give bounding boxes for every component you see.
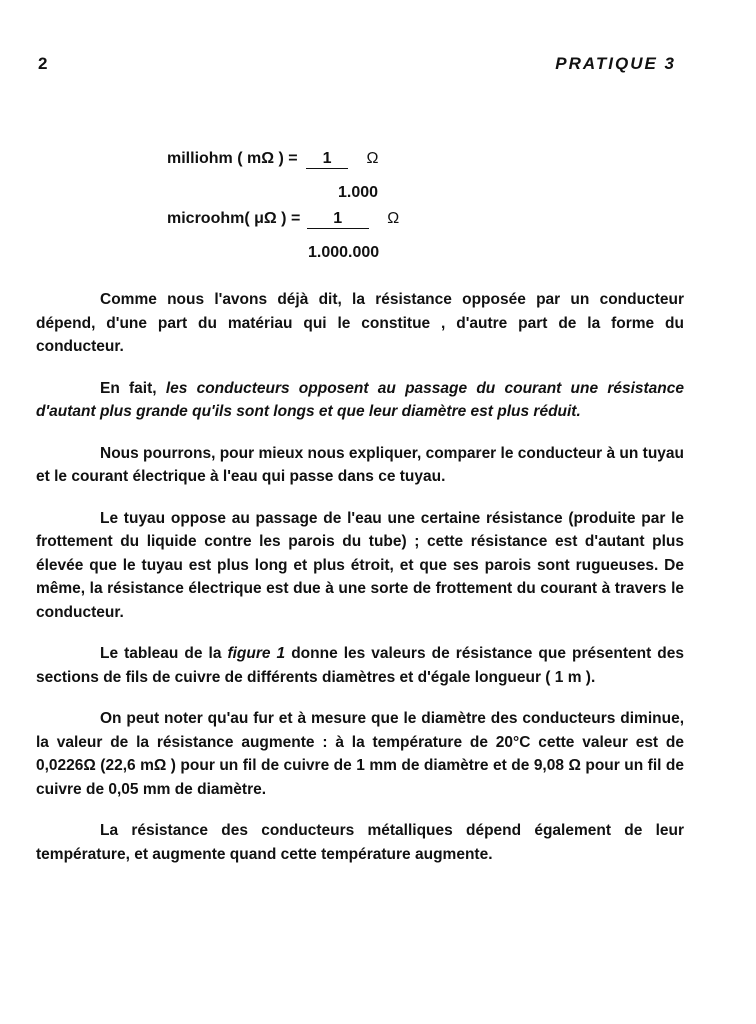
milliohm-numerator: 1 xyxy=(306,150,348,169)
figure-reference: figure 1 xyxy=(227,645,286,662)
paragraph-text-before: Le tableau de la xyxy=(100,645,228,662)
microohm-unit: Ω xyxy=(387,210,400,227)
paragraph-text-after: donne les valeurs de résistance que présentent des sections de fils de cuivre de différents diamètres et d'égale longueur ( 1 m ). xyxy=(36,645,684,686)
milliohm-label: milliohm ( mΩ ) = xyxy=(167,150,298,167)
paragraph-conductor-resistance: Comme nous l'avons déjà dit, la résistance opposée par un conducteur dépend, d'une part du matériau qui le constitue , d'autre part de la forme du conducteur. xyxy=(36,291,684,355)
paragraph-pipe-friction: Le tuyau oppose au passage de l'eau une certaine résistance (produite par le frottement du liquide contre les parois du tube) ; cette résistance est d'autant plus élevée que le tuyau est plus long et plus étroit, et que ses parois sont rugueuses. De même, la résistance électrique est due à une sorte de frottement du courant à travers le conducteur. xyxy=(36,509,684,621)
page-number: 2 xyxy=(38,54,48,73)
microohm-label: microohm( μΩ ) = xyxy=(167,210,301,227)
microohm-denominator: 1.000.000 xyxy=(308,244,380,261)
paragraph-figure-reference xyxy=(36,642,684,689)
running-title: PRATIQUE 3 xyxy=(555,54,676,73)
milliohm-formula xyxy=(167,150,379,169)
paragraph-temperature: La résistance des conducteurs métalliques dépend également de leur température, et augmente quand cette température augmente. xyxy=(36,822,684,863)
microohm-formula xyxy=(167,210,399,229)
milliohm-denominator: 1.000 xyxy=(338,184,379,201)
milliohm-unit: Ω xyxy=(366,150,379,167)
paragraph-lead: En fait, xyxy=(100,379,166,397)
paragraph-length-diameter xyxy=(36,377,684,424)
microohm-numerator: 1 xyxy=(307,210,369,229)
paragraph-pipe-analogy: Nous pourrons, pour mieux nous expliquer, comparer le conducteur à un tuyau et le courant électrique à l'eau qui passe dans ce tuyau. xyxy=(36,444,684,485)
emphasized-rule: les conducteurs opposent au passage du courant une résistance d'autant plus grande qu'ils sont longs et que leur diamètre est plus réduit. xyxy=(36,379,685,420)
paragraph-diameter-values: On peut noter qu'au fur et à mesure que le diamètre des conducteurs diminue, la valeur de la résistance augmente : à la température de 20°C cette valeur est de 0,0226Ω (22,6 mΩ ) pour un fil de cuivre de 1 mm de diamètre et de 9,08 Ω pour un fil de cuivre de 0,05 mm de diamètre. xyxy=(36,710,684,798)
body-text xyxy=(36,288,684,866)
